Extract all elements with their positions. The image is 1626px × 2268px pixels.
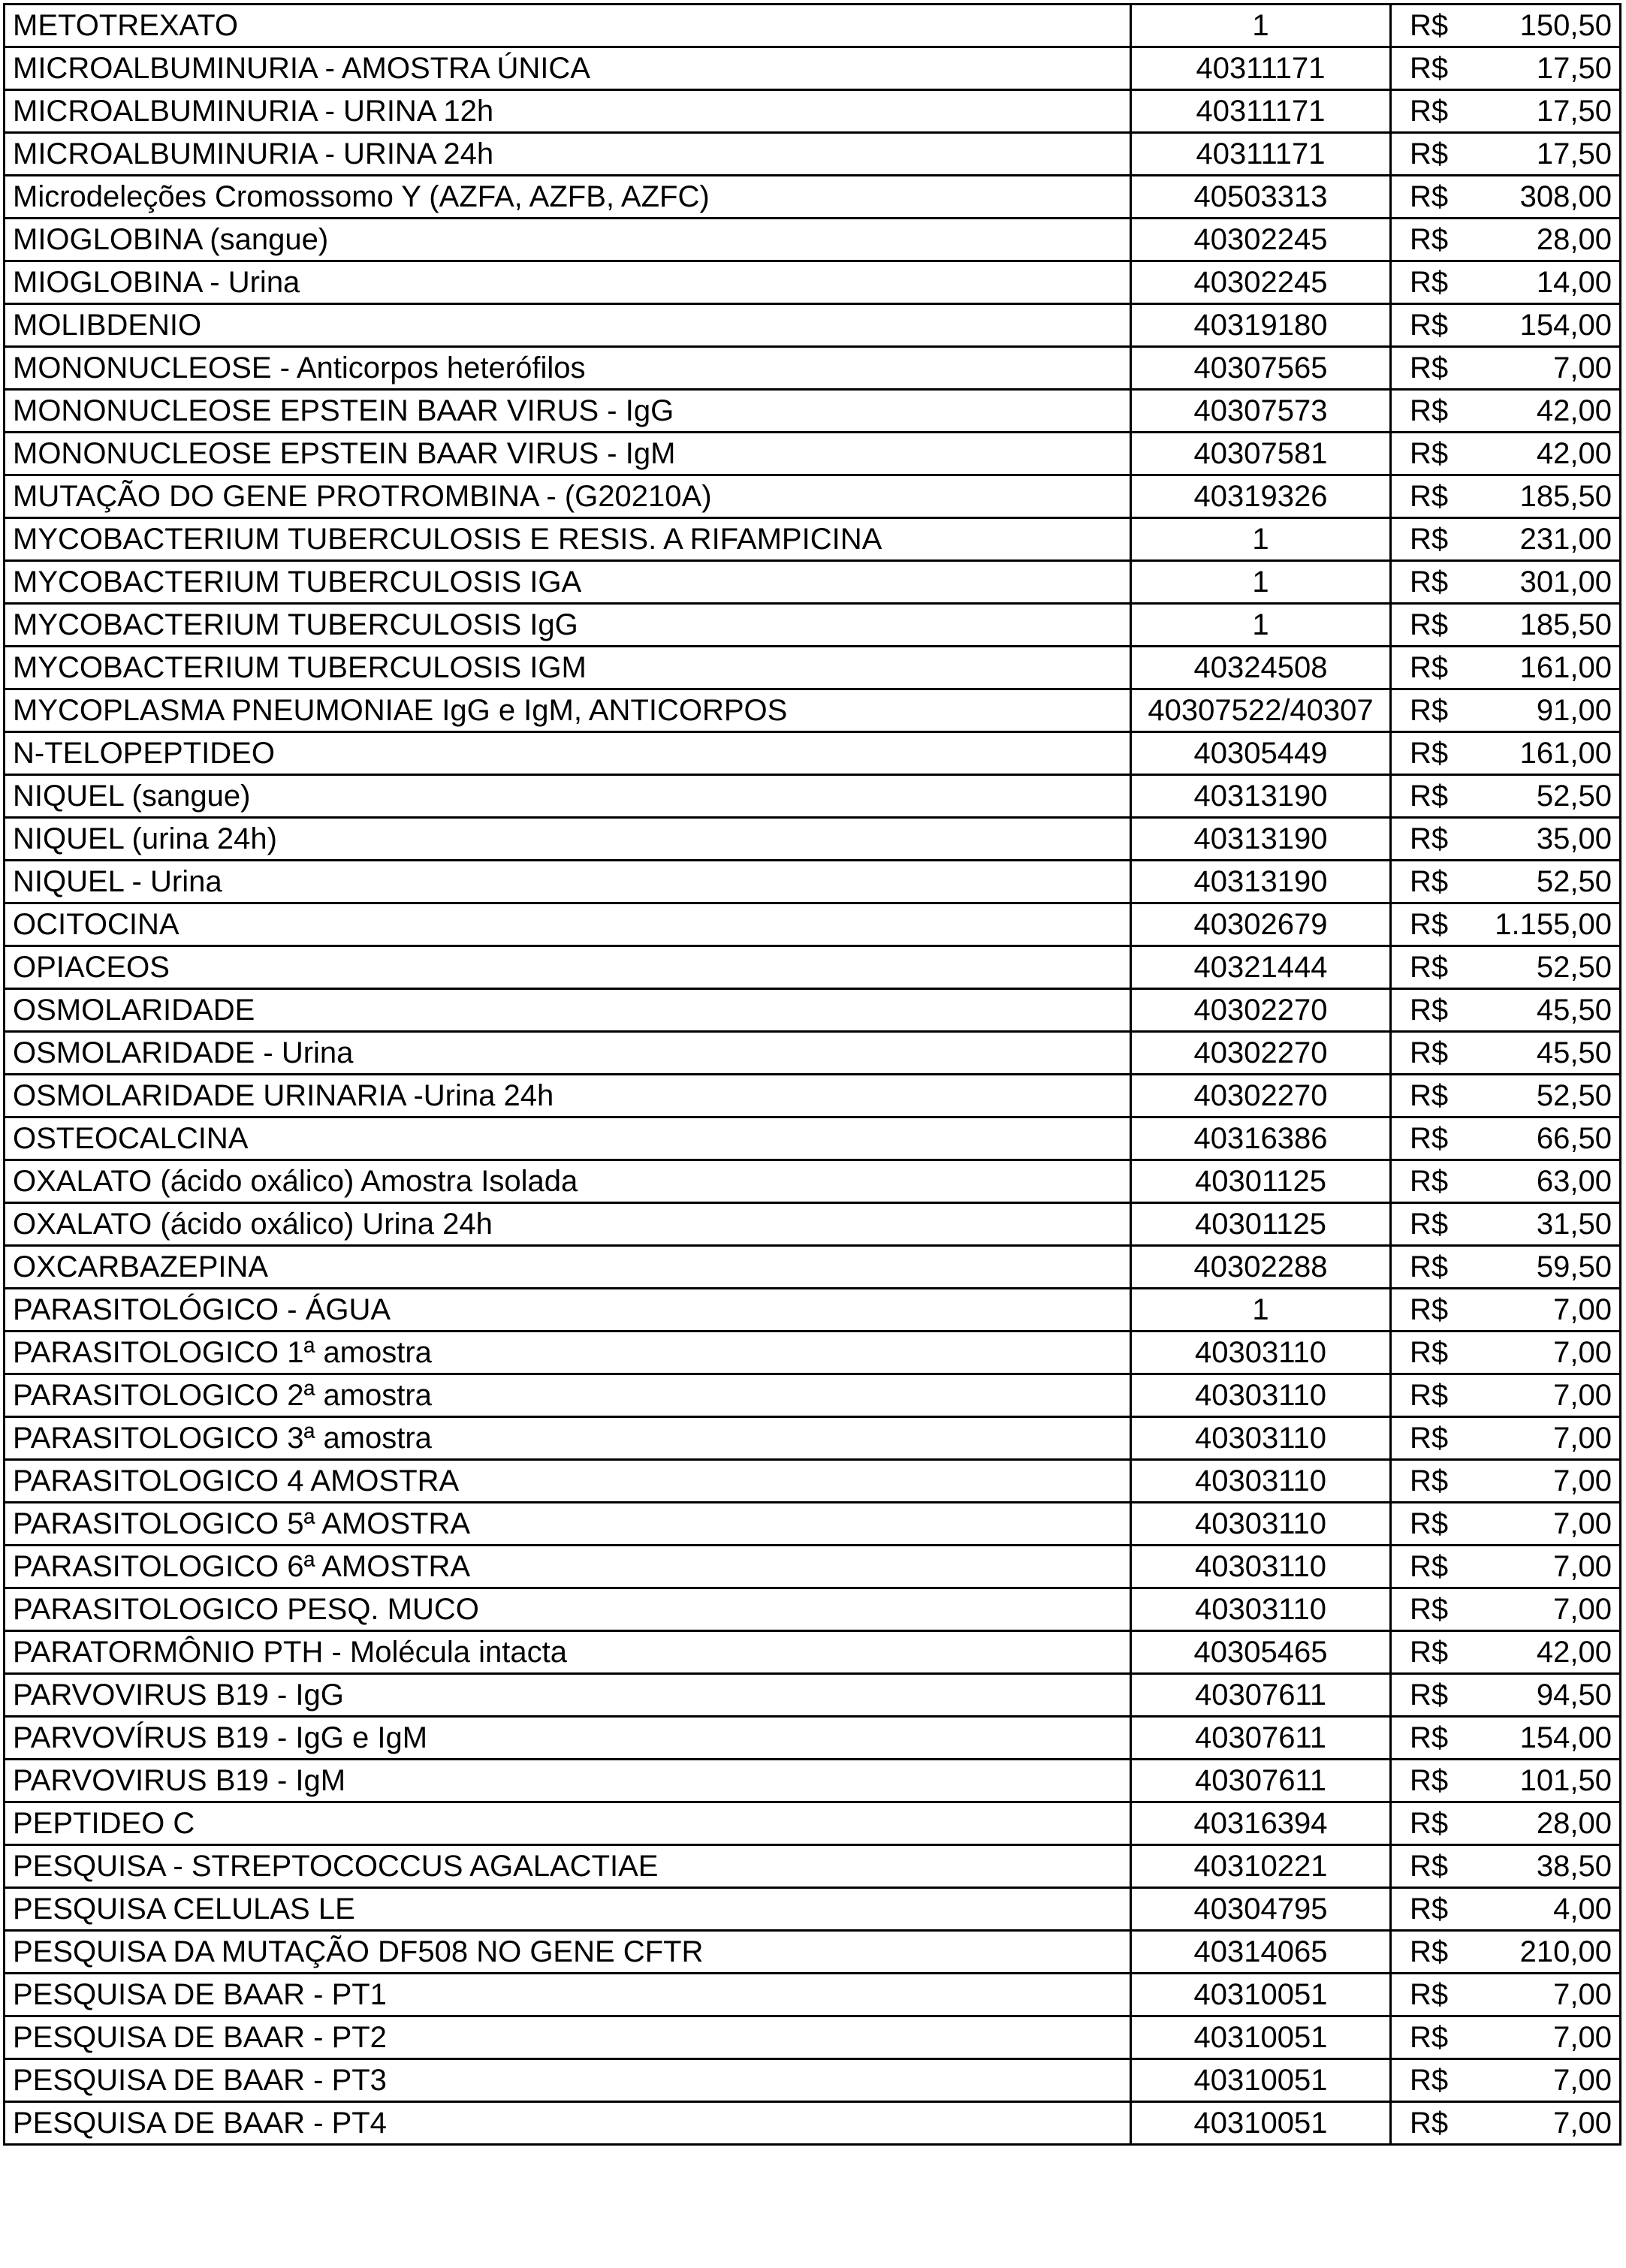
exam-name-cell: NIQUEL - Urina — [5, 861, 1131, 903]
currency-cell: R$ — [1391, 1460, 1466, 1503]
currency-cell: R$ — [1391, 1160, 1466, 1203]
exam-name-cell: MONONUCLEOSE EPSTEIN BAAR VIRUS - IgG — [5, 390, 1131, 433]
exam-code-cell: 40303110 — [1131, 1332, 1391, 1374]
price-cell: 7,00 — [1466, 1374, 1621, 1417]
currency-cell: R$ — [1391, 1674, 1466, 1717]
exam-name-cell: OSMOLARIDADE — [5, 989, 1131, 1032]
table-row — [5, 518, 1621, 561]
exam-code-cell: 40302270 — [1131, 1032, 1391, 1075]
table-row — [5, 1075, 1621, 1117]
price-table — [3, 3, 1621, 2146]
exam-code-cell: 1 — [1131, 604, 1391, 647]
price-cell: 7,00 — [1466, 1332, 1621, 1374]
price-cell: 94,50 — [1466, 1674, 1621, 1717]
price-cell: 185,50 — [1466, 475, 1621, 518]
price-cell: 301,00 — [1466, 561, 1621, 604]
price-cell: 7,00 — [1466, 1503, 1621, 1546]
table-row — [5, 1246, 1621, 1289]
table-row — [5, 604, 1621, 647]
price-cell: 91,00 — [1466, 689, 1621, 732]
currency-cell: R$ — [1391, 903, 1466, 946]
table-row — [5, 1160, 1621, 1203]
exam-code-cell: 40314065 — [1131, 1931, 1391, 1974]
exam-code-cell: 40319326 — [1131, 475, 1391, 518]
currency-cell: R$ — [1391, 1289, 1466, 1332]
table-row — [5, 946, 1621, 989]
table-row — [5, 90, 1621, 133]
price-cell: 59,50 — [1466, 1246, 1621, 1289]
table-row — [5, 1374, 1621, 1417]
table-row — [5, 1588, 1621, 1631]
currency-cell: R$ — [1391, 2016, 1466, 2059]
exam-name-cell: PESQUISA - STREPTOCOCCUS AGALACTIAE — [5, 1845, 1131, 1888]
table-row — [5, 261, 1621, 304]
exam-code-cell: 1 — [1131, 561, 1391, 604]
exam-name-cell: MICROALBUMINURIA - URINA 24h — [5, 133, 1131, 176]
currency-cell: R$ — [1391, 775, 1466, 818]
currency-cell: R$ — [1391, 1203, 1466, 1246]
exam-name-cell: MONONUCLEOSE - Anticorpos heterófilos — [5, 347, 1131, 390]
price-cell: 7,00 — [1466, 2016, 1621, 2059]
price-cell: 52,50 — [1466, 1075, 1621, 1117]
price-cell: 28,00 — [1466, 219, 1621, 261]
table-row — [5, 1931, 1621, 1974]
price-cell: 42,00 — [1466, 1631, 1621, 1674]
table-row — [5, 1503, 1621, 1546]
price-cell: 38,50 — [1466, 1845, 1621, 1888]
exam-code-cell: 40310221 — [1131, 1845, 1391, 1888]
price-cell: 4,00 — [1466, 1888, 1621, 1931]
table-row — [5, 219, 1621, 261]
exam-name-cell: NIQUEL (sangue) — [5, 775, 1131, 818]
table-row — [5, 989, 1621, 1032]
exam-name-cell: PARASITOLOGICO 6ª AMOSTRA — [5, 1546, 1131, 1588]
price-cell: 161,00 — [1466, 732, 1621, 775]
price-cell: 28,00 — [1466, 1802, 1621, 1845]
currency-cell: R$ — [1391, 647, 1466, 689]
exam-code-cell: 40311171 — [1131, 90, 1391, 133]
exam-code-cell: 40310051 — [1131, 2059, 1391, 2102]
table-row — [5, 1332, 1621, 1374]
exam-name-cell: MYCOBACTERIUM TUBERCULOSIS E RESIS. A RIFAMPICINA — [5, 518, 1131, 561]
table-row — [5, 1845, 1621, 1888]
exam-code-cell: 40301125 — [1131, 1160, 1391, 1203]
exam-code-cell: 1 — [1131, 5, 1391, 47]
price-cell: 52,50 — [1466, 861, 1621, 903]
exam-name-cell: PARVOVIRUS B19 - IgM — [5, 1760, 1131, 1802]
exam-name-cell: MICROALBUMINURIA - AMOSTRA ÚNICA — [5, 47, 1131, 90]
exam-name-cell: PESQUISA DE BAAR - PT3 — [5, 2059, 1131, 2102]
exam-name-cell: MYCOBACTERIUM TUBERCULOSIS IgG — [5, 604, 1131, 647]
exam-name-cell: Microdeleções Cromossomo Y (AZFA, AZFB, AZFC) — [5, 176, 1131, 219]
exam-name-cell: MUTAÇÃO DO GENE PROTROMBINA - (G20210A) — [5, 475, 1131, 518]
currency-cell: R$ — [1391, 347, 1466, 390]
exam-name-cell: PARASITOLOGICO 3ª amostra — [5, 1417, 1131, 1460]
currency-cell: R$ — [1391, 818, 1466, 861]
exam-name-cell: PESQUISA DE BAAR - PT1 — [5, 1974, 1131, 2016]
currency-cell: R$ — [1391, 90, 1466, 133]
exam-code-cell: 40303110 — [1131, 1374, 1391, 1417]
table-row — [5, 818, 1621, 861]
exam-name-cell: OPIACEOS — [5, 946, 1131, 989]
table-row — [5, 861, 1621, 903]
exam-code-cell: 40313190 — [1131, 861, 1391, 903]
exam-code-cell: 40310051 — [1131, 1974, 1391, 2016]
exam-name-cell: OCITOCINA — [5, 903, 1131, 946]
currency-cell: R$ — [1391, 1503, 1466, 1546]
exam-name-cell: N-TELOPEPTIDEO — [5, 732, 1131, 775]
exam-name-cell: PARVOVÍRUS B19 - IgG e IgM — [5, 1717, 1131, 1760]
currency-cell: R$ — [1391, 1888, 1466, 1931]
table-row — [5, 1203, 1621, 1246]
price-cell: 185,50 — [1466, 604, 1621, 647]
exam-name-cell: OSMOLARIDADE - Urina — [5, 1032, 1131, 1075]
exam-code-cell: 40304795 — [1131, 1888, 1391, 1931]
currency-cell: R$ — [1391, 1760, 1466, 1802]
price-cell: 66,50 — [1466, 1117, 1621, 1160]
table-row — [5, 1631, 1621, 1674]
exam-name-cell: PESQUISA CELULAS LE — [5, 1888, 1131, 1931]
table-row — [5, 561, 1621, 604]
price-cell: 45,50 — [1466, 989, 1621, 1032]
exam-name-cell: OSTEOCALCINA — [5, 1117, 1131, 1160]
exam-code-cell: 40302245 — [1131, 219, 1391, 261]
exam-code-cell: 40303110 — [1131, 1546, 1391, 1588]
table-row — [5, 47, 1621, 90]
currency-cell: R$ — [1391, 561, 1466, 604]
exam-code-cell: 40303110 — [1131, 1588, 1391, 1631]
currency-cell: R$ — [1391, 604, 1466, 647]
currency-cell: R$ — [1391, 1588, 1466, 1631]
table-row — [5, 1032, 1621, 1075]
exam-code-cell: 40313190 — [1131, 775, 1391, 818]
price-cell: 7,00 — [1466, 347, 1621, 390]
exam-code-cell: 40302245 — [1131, 261, 1391, 304]
table-row — [5, 176, 1621, 219]
exam-name-cell: PARASITOLOGICO 2ª amostra — [5, 1374, 1131, 1417]
price-cell: 7,00 — [1466, 1588, 1621, 1631]
table-row — [5, 2059, 1621, 2102]
exam-name-cell: MICROALBUMINURIA - URINA 12h — [5, 90, 1131, 133]
exam-name-cell: MIOGLOBINA - Urina — [5, 261, 1131, 304]
price-cell: 1.155,00 — [1466, 903, 1621, 946]
table-row — [5, 2102, 1621, 2145]
currency-cell: R$ — [1391, 47, 1466, 90]
exam-name-cell: MONONUCLEOSE EPSTEIN BAAR VIRUS - IgM — [5, 433, 1131, 475]
currency-cell: R$ — [1391, 304, 1466, 347]
price-cell: 52,50 — [1466, 946, 1621, 989]
exam-code-cell: 40302288 — [1131, 1246, 1391, 1289]
exam-code-cell: 40307581 — [1131, 433, 1391, 475]
table-row — [5, 304, 1621, 347]
price-cell: 17,50 — [1466, 90, 1621, 133]
currency-cell: R$ — [1391, 1417, 1466, 1460]
exam-name-cell: OXALATO (ácido oxálico) Urina 24h — [5, 1203, 1131, 1246]
exam-code-cell: 40503313 — [1131, 176, 1391, 219]
exam-code-cell: 40307611 — [1131, 1674, 1391, 1717]
table-row — [5, 903, 1621, 946]
currency-cell: R$ — [1391, 176, 1466, 219]
price-cell: 231,00 — [1466, 518, 1621, 561]
exam-code-cell: 40305449 — [1131, 732, 1391, 775]
exam-name-cell: PARASITOLOGICO 1ª amostra — [5, 1332, 1131, 1374]
price-cell: 210,00 — [1466, 1931, 1621, 1974]
table-row — [5, 347, 1621, 390]
price-cell: 17,50 — [1466, 133, 1621, 176]
currency-cell: R$ — [1391, 1546, 1466, 1588]
exam-name-cell: OXCARBAZEPINA — [5, 1246, 1131, 1289]
price-cell: 17,50 — [1466, 47, 1621, 90]
currency-cell: R$ — [1391, 1845, 1466, 1888]
currency-cell: R$ — [1391, 390, 1466, 433]
currency-cell: R$ — [1391, 1117, 1466, 1160]
table-row — [5, 1717, 1621, 1760]
exam-code-cell: 40307573 — [1131, 390, 1391, 433]
exam-name-cell: MYCOBACTERIUM TUBERCULOSIS IGA — [5, 561, 1131, 604]
exam-name-cell: OXALATO (ácido oxálico) Amostra Isolada — [5, 1160, 1131, 1203]
exam-name-cell: MOLIBDENIO — [5, 304, 1131, 347]
exam-code-cell: 40311171 — [1131, 47, 1391, 90]
exam-name-cell: NIQUEL (urina 24h) — [5, 818, 1131, 861]
price-cell: 7,00 — [1466, 1460, 1621, 1503]
table-row — [5, 775, 1621, 818]
currency-cell: R$ — [1391, 946, 1466, 989]
exam-code-cell: 40316394 — [1131, 1802, 1391, 1845]
currency-cell: R$ — [1391, 518, 1466, 561]
exam-name-cell: MYCOPLASMA PNEUMONIAE IgG e IgM, ANTICORPOS — [5, 689, 1131, 732]
table-row — [5, 647, 1621, 689]
table-body — [5, 5, 1621, 2145]
price-cell: 101,50 — [1466, 1760, 1621, 1802]
exam-name-cell: PARASITOLÓGICO - ÁGUA — [5, 1289, 1131, 1332]
price-cell: 31,50 — [1466, 1203, 1621, 1246]
exam-code-cell: 40324508 — [1131, 647, 1391, 689]
exam-code-cell: 40301125 — [1131, 1203, 1391, 1246]
price-cell: 42,00 — [1466, 390, 1621, 433]
exam-code-cell: 40303110 — [1131, 1460, 1391, 1503]
currency-cell: R$ — [1391, 732, 1466, 775]
exam-code-cell: 40307522/40307 — [1131, 689, 1391, 732]
table-row — [5, 1289, 1621, 1332]
price-cell: 7,00 — [1466, 1289, 1621, 1332]
currency-cell: R$ — [1391, 1032, 1466, 1075]
price-cell: 42,00 — [1466, 433, 1621, 475]
currency-cell: R$ — [1391, 861, 1466, 903]
exam-name-cell: PESQUISA DE BAAR - PT4 — [5, 2102, 1131, 2145]
table-row — [5, 1417, 1621, 1460]
exam-code-cell: 1 — [1131, 518, 1391, 561]
currency-cell: R$ — [1391, 133, 1466, 176]
exam-code-cell: 40302679 — [1131, 903, 1391, 946]
price-cell: 45,50 — [1466, 1032, 1621, 1075]
exam-code-cell: 40307611 — [1131, 1717, 1391, 1760]
price-cell: 52,50 — [1466, 775, 1621, 818]
currency-cell: R$ — [1391, 1631, 1466, 1674]
exam-name-cell: PESQUISA DA MUTAÇÃO DF508 NO GENE CFTR — [5, 1931, 1131, 1974]
table-row — [5, 1802, 1621, 1845]
exam-code-cell: 40313190 — [1131, 818, 1391, 861]
table-row — [5, 5, 1621, 47]
exam-name-cell: MYCOBACTERIUM TUBERCULOSIS IGM — [5, 647, 1131, 689]
table-row — [5, 475, 1621, 518]
price-cell: 63,00 — [1466, 1160, 1621, 1203]
price-cell: 7,00 — [1466, 2059, 1621, 2102]
exam-code-cell: 40311171 — [1131, 133, 1391, 176]
currency-cell: R$ — [1391, 1075, 1466, 1117]
price-cell: 7,00 — [1466, 1417, 1621, 1460]
currency-cell: R$ — [1391, 1802, 1466, 1845]
exam-name-cell: PARASITOLOGICO PESQ. MUCO — [5, 1588, 1131, 1631]
table-row — [5, 1760, 1621, 1802]
table-row — [5, 390, 1621, 433]
exam-name-cell: PARVOVIRUS B19 - IgG — [5, 1674, 1131, 1717]
table-row — [5, 1460, 1621, 1503]
price-cell: 154,00 — [1466, 304, 1621, 347]
exam-code-cell: 1 — [1131, 1289, 1391, 1332]
exam-name-cell: OSMOLARIDADE URINARIA -Urina 24h — [5, 1075, 1131, 1117]
exam-code-cell: 40305465 — [1131, 1631, 1391, 1674]
table-row — [5, 1546, 1621, 1588]
exam-code-cell: 40302270 — [1131, 1075, 1391, 1117]
table-row — [5, 133, 1621, 176]
table-row — [5, 1888, 1621, 1931]
currency-cell: R$ — [1391, 261, 1466, 304]
price-cell: 7,00 — [1466, 2102, 1621, 2145]
exam-code-cell: 40302270 — [1131, 989, 1391, 1032]
exam-name-cell: PARASITOLOGICO 5ª AMOSTRA — [5, 1503, 1131, 1546]
price-cell: 150,50 — [1466, 5, 1621, 47]
price-cell: 14,00 — [1466, 261, 1621, 304]
currency-cell: R$ — [1391, 219, 1466, 261]
currency-cell: R$ — [1391, 1717, 1466, 1760]
exam-name-cell: METOTREXATO — [5, 5, 1131, 47]
table-row — [5, 1974, 1621, 2016]
currency-cell: R$ — [1391, 475, 1466, 518]
price-cell: 308,00 — [1466, 176, 1621, 219]
table-row — [5, 1117, 1621, 1160]
currency-cell: R$ — [1391, 1332, 1466, 1374]
table-row — [5, 732, 1621, 775]
currency-cell: R$ — [1391, 2059, 1466, 2102]
currency-cell: R$ — [1391, 989, 1466, 1032]
exam-code-cell: 40303110 — [1131, 1417, 1391, 1460]
currency-cell: R$ — [1391, 433, 1466, 475]
table-row — [5, 689, 1621, 732]
table-row — [5, 1674, 1621, 1717]
price-cell: 7,00 — [1466, 1974, 1621, 2016]
price-cell: 7,00 — [1466, 1546, 1621, 1588]
currency-cell: R$ — [1391, 1974, 1466, 2016]
currency-cell: R$ — [1391, 1374, 1466, 1417]
exam-code-cell: 40310051 — [1131, 2016, 1391, 2059]
exam-code-cell: 40307565 — [1131, 347, 1391, 390]
exam-code-cell: 40321444 — [1131, 946, 1391, 989]
price-cell: 154,00 — [1466, 1717, 1621, 1760]
exam-name-cell: MIOGLOBINA (sangue) — [5, 219, 1131, 261]
exam-code-cell: 40319180 — [1131, 304, 1391, 347]
exam-code-cell: 40316386 — [1131, 1117, 1391, 1160]
exam-code-cell: 40303110 — [1131, 1503, 1391, 1546]
currency-cell: R$ — [1391, 1931, 1466, 1974]
exam-name-cell: PARASITOLOGICO 4 AMOSTRA — [5, 1460, 1131, 1503]
price-cell: 35,00 — [1466, 818, 1621, 861]
currency-cell: R$ — [1391, 2102, 1466, 2145]
currency-cell: R$ — [1391, 1246, 1466, 1289]
table-row — [5, 2016, 1621, 2059]
exam-code-cell: 40307611 — [1131, 1760, 1391, 1802]
exam-name-cell: PEPTIDEO C — [5, 1802, 1131, 1845]
currency-cell: R$ — [1391, 689, 1466, 732]
exam-name-cell: PESQUISA DE BAAR - PT2 — [5, 2016, 1131, 2059]
table-row — [5, 433, 1621, 475]
exam-name-cell: PARATORMÔNIO PTH - Molécula intacta — [5, 1631, 1131, 1674]
price-cell: 161,00 — [1466, 647, 1621, 689]
currency-cell: R$ — [1391, 5, 1466, 47]
exam-code-cell: 40310051 — [1131, 2102, 1391, 2145]
